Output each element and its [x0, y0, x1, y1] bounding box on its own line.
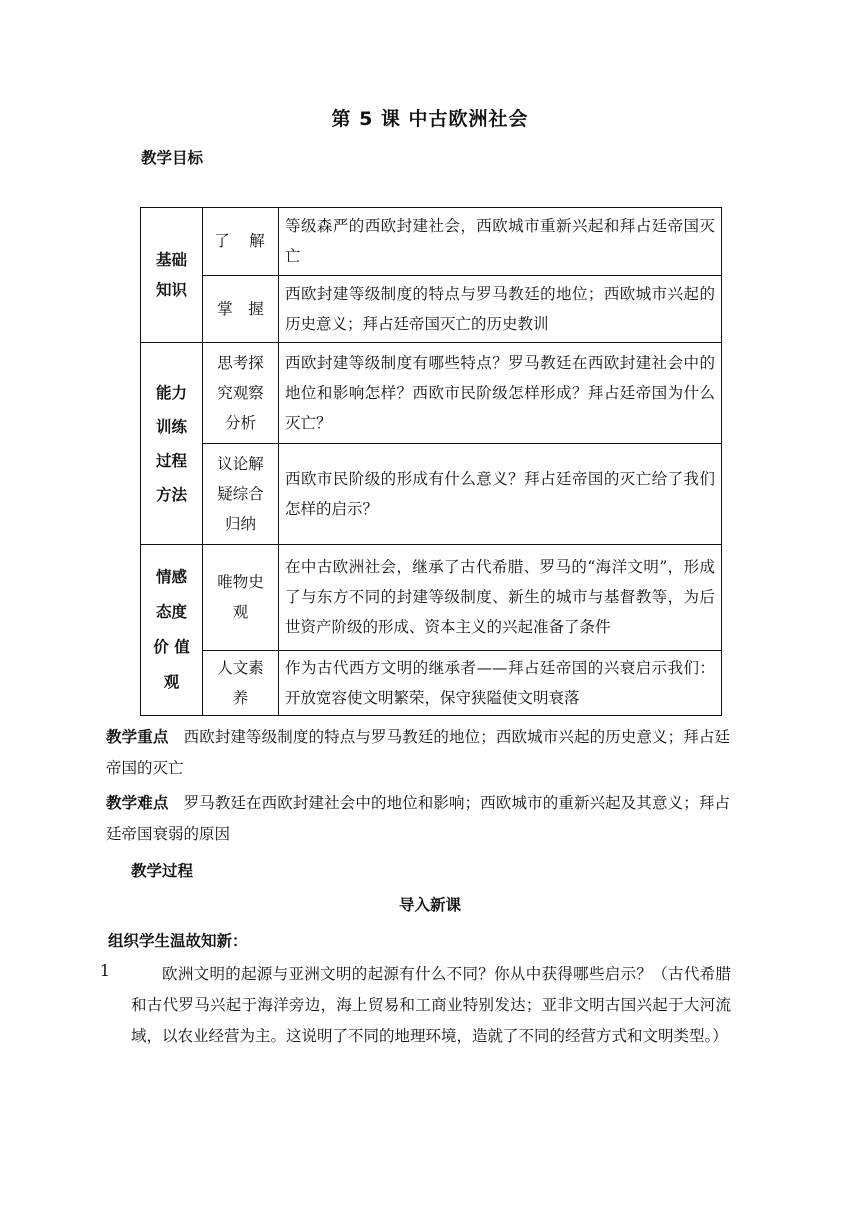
objective-text-cell: 在中古欧洲社会，继承了古代希腊、罗马的“海洋文明”，形成了与东方不同的封建等级制度、新生的城市与基督教等，为后世资产阶级的形成、资本主义的兴起准备了条件 [279, 545, 722, 651]
category-cell: 基础 知识 [141, 208, 203, 343]
objectives-table [140, 207, 722, 716]
table-row [141, 343, 722, 444]
table-row [141, 208, 722, 276]
table-row [141, 444, 722, 545]
objective-text-cell: 西欧封建等级制度有哪些特点？罗马教廷在西欧封建社会中的地位和影响怎样？西欧市民阶级怎样形成？拜占廷帝国为什么灭亡？ [279, 343, 722, 444]
objectives-heading: 教学目标 [141, 149, 204, 167]
difficulties-paragraph [106, 788, 730, 850]
difficulties-text: 罗马教廷在西欧封建社会中的地位和影响；西欧城市的重新兴起及其意义；拜占廷帝国衰弱的原因 [106, 794, 730, 843]
key-points-text: 西欧封建等级制度的特点与罗马教廷的地位；西欧城市兴起的历史意义；拜占廷帝国的灭亡 [106, 728, 730, 777]
question-number: 1 [100, 962, 110, 980]
key-points-paragraph [106, 722, 730, 784]
table-row [141, 650, 722, 715]
objective-text-cell: 西欧市民阶级的形成有什么意义？拜占廷帝国的灭亡给了我们怎样的启示？ [279, 444, 722, 545]
subcategory-cell: 掌 握 [203, 275, 279, 343]
lesson-title: 第 5 课 中古欧洲社会 [331, 108, 529, 130]
category-cell: 情感 态度 价 值 观 [141, 545, 203, 716]
key-points-label: 教学重点 [106, 728, 169, 746]
objective-text-cell: 作为古代西方文明的继承者——拜占廷帝国的兴衰启示我们：开放宽容使文明繁荣，保守狭隘使文明衰落 [279, 650, 722, 715]
process-heading: 教学过程 [131, 862, 194, 880]
table-row [141, 275, 722, 343]
subcategory-cell: 人文素养 [203, 650, 279, 715]
intro-heading: 导入新课 [398, 896, 461, 914]
difficulties-label: 教学难点 [106, 794, 169, 812]
table-row [141, 545, 722, 651]
question-paragraph: 欧洲文明的起源与亚洲文明的起源有什么不同？你从中获得哪些启示？（古代希腊和古代罗马兴起于海洋旁边，海上贸易和工商业特别发达；亚非文明古国兴起于大河流域，以农业经营为主。这说明了不同的地理环境，造就了不同的经营方式和文明类型。） [131, 965, 731, 1045]
objective-text-cell: 等级森严的西欧封建社会，西欧城市重新兴起和拜占廷帝国灭亡 [279, 208, 722, 276]
subcategory-cell: 议论解疑综合归纳 [203, 444, 279, 545]
objective-text-cell: 西欧封建等级制度的特点与罗马教廷的地位；西欧城市兴起的历史意义；拜占廷帝国灭亡的历史教训 [279, 275, 722, 343]
category-cell: 能力 训练 过程 方法 [141, 343, 203, 545]
subcategory-cell: 了 解 [203, 208, 279, 276]
subcategory-cell: 思考探究观察分析 [203, 343, 279, 444]
subcategory-cell: 唯物史观 [203, 545, 279, 651]
review-heading: 组织学生温故知新： [108, 932, 248, 950]
